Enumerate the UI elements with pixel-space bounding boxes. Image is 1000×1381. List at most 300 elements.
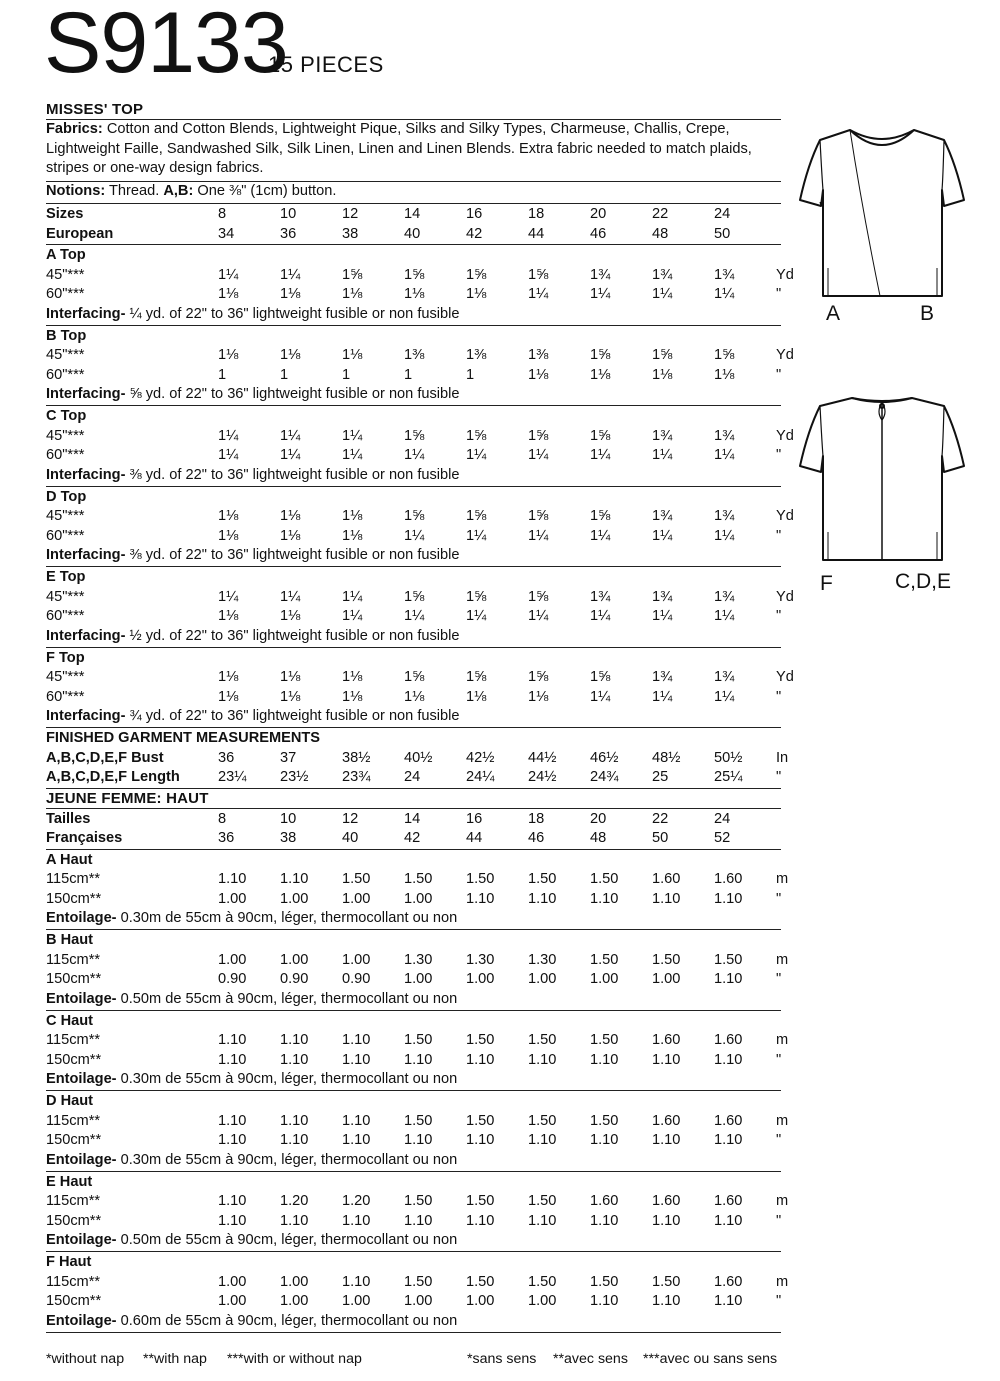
en-yardage-row-cell: 1¾ (590, 588, 611, 605)
en-yardage-row-cell: 1¼ (590, 608, 611, 624)
fr-yardage-row-cell: 1.50 (404, 1193, 433, 1209)
fr-yardage-row-cell: 1.60 (652, 871, 681, 887)
en-yardage-row-cell: 1¼ (280, 266, 301, 283)
en-yardage-row-cell: 1⅝ (466, 266, 487, 283)
fr-view-block (46, 850, 789, 931)
fr-yardage-row-cell: 1.50 (528, 1273, 557, 1290)
en-interfacing-label: Interfacing- (46, 466, 126, 483)
fr-yardage-row (46, 1131, 781, 1151)
fr-yardage-row-label: 115cm** (46, 1112, 101, 1129)
finished-measurements (46, 728, 789, 789)
en-yardage-row-cell: 1 (280, 366, 289, 383)
en-yardage-row-unit: " (776, 447, 782, 463)
finished-title: FINISHED GARMENT MEASUREMENTS (46, 730, 321, 746)
en-view-title: C Top (46, 408, 87, 424)
fr-yardage-row (46, 890, 781, 910)
sizes-cell: 18 (528, 206, 545, 222)
en-view-block (46, 648, 794, 729)
fr-yardage-row-cell: 1.10 (342, 1051, 371, 1068)
en-yardage-row-cell: 1⅝ (404, 427, 425, 444)
finished-row-cell: 37 (280, 749, 297, 766)
front-view-illustration (792, 118, 972, 308)
en-yardage-row-cell: 1⅛ (342, 286, 363, 302)
en-yardage-row-cell: 1⅝ (404, 508, 425, 524)
en-yardage-row-label: 60"*** (46, 366, 85, 383)
fr-yardage-row-cell: 1.60 (652, 1193, 681, 1209)
tailles-cell: 42 (404, 830, 421, 846)
fr-yardage-row-unit: m (776, 1032, 789, 1048)
en-yardage-row-cell: 1⅛ (218, 688, 239, 705)
yardage-chart (46, 100, 794, 1333)
fr-yardage-row (46, 870, 789, 890)
fr-yardage-row-cell: 0.90 (342, 971, 371, 987)
tailles-label: Françaises (46, 830, 123, 846)
en-interfacing-text: ¼ yd. of 22" to 36" lightweight fusible or non fusible (125, 305, 460, 322)
fr-yardage-row-cell: 1.50 (466, 1032, 495, 1048)
fr-yardage-row-cell: 1.10 (218, 1132, 247, 1148)
fr-yardage-row-cell: 1.30 (528, 951, 557, 968)
fr-view-title: B Haut (46, 932, 94, 948)
fr-yardage-row (46, 1051, 781, 1071)
en-interfacing-label: Interfacing- (46, 305, 126, 322)
fr-yardage-row-cell: 1.00 (466, 971, 495, 987)
fr-yardage-row-cell: 1.00 (590, 971, 619, 987)
en-yardage-row-cell: 1⅝ (404, 588, 425, 605)
en-yardage-row-cell: 1⅝ (466, 669, 487, 685)
finished-row-cell: 38½ (342, 749, 371, 766)
fr-yardage-row-cell: 1.10 (652, 1132, 681, 1148)
fr-yardage-row-unit: m (776, 871, 789, 887)
fabrics-label: Fabrics: (46, 121, 103, 137)
fr-yardage-row-cell: 1.00 (280, 951, 309, 968)
en-yardage-row-cell: 1⅛ (218, 286, 239, 302)
en-yardage-row-cell: 1¼ (404, 447, 425, 463)
footer-en-2: **with nap (143, 1351, 207, 1367)
fr-yardage-row-cell: 1.10 (404, 1212, 433, 1229)
fr-yardage-row-cell: 1.10 (280, 1032, 309, 1048)
en-interfacing-label: Interfacing- (46, 627, 126, 644)
en-yardage-row-cell: 1¼ (528, 608, 549, 624)
sizes-cell: 22 (652, 206, 669, 222)
en-yardage-row-cell: 1¼ (590, 286, 611, 302)
sizes-row (46, 225, 781, 245)
footer-en-1: *without nap (46, 1351, 125, 1367)
en-yardage-row-cell: 1⅝ (466, 427, 487, 444)
fr-yardage-row-cell: 1.60 (652, 1032, 681, 1048)
footer-en-3: ***with or without nap (227, 1351, 362, 1367)
fr-yardage-row-cell: 1.60 (590, 1193, 619, 1209)
fr-yardage-row-cell: 1.30 (466, 951, 495, 968)
en-yardage-row-cell: 1⅝ (590, 427, 611, 444)
en-yardage-row-label: 60"*** (46, 527, 85, 544)
fr-yardage-row-cell: 1.50 (590, 1112, 619, 1129)
en-yardage-row-cell: 1⅝ (590, 508, 611, 524)
en-yardage-row-unit: " (776, 366, 782, 383)
tailles-label: Tailles (46, 810, 91, 827)
fr-yardage-row-cell: 1.00 (218, 1293, 247, 1309)
fr-yardage-row-cell: 1.10 (590, 1132, 619, 1148)
fr-view-title: A Haut (46, 851, 93, 868)
fr-yardage-row-cell: 1.10 (280, 1212, 309, 1229)
en-yardage-row-cell: 1⅝ (528, 669, 549, 685)
en-yardage-row-label: 60"*** (46, 608, 85, 624)
en-yardage-row-cell: 1⅝ (528, 266, 549, 283)
sizes-cell: 16 (466, 206, 483, 222)
en-yardage-row-cell: 1⅛ (466, 286, 487, 302)
en-yardage-row-cell: 1 (218, 366, 227, 383)
finished-row-cell: 23¾ (342, 769, 371, 785)
sizes-cell: 46 (590, 225, 607, 242)
fr-yardage-row-cell: 1.50 (466, 871, 495, 887)
en-yardage-row-cell: 1⅛ (218, 347, 239, 363)
en-yardage-row-cell: 1⅛ (714, 366, 735, 383)
en-yardage-row-cell: 1⅝ (404, 669, 425, 685)
finished-row-unit: In (776, 749, 789, 766)
fr-yardage-row-cell: 1.00 (218, 1273, 247, 1290)
sizes-label: European (46, 225, 114, 242)
tailles-cell: 52 (714, 830, 731, 846)
finished-row-cell: 42½ (466, 749, 495, 766)
fr-yardage-row-unit: m (776, 1112, 789, 1129)
fr-yardage-row-label: 115cm** (46, 1193, 101, 1209)
en-yardage-row-cell: 1¼ (714, 286, 735, 302)
en-yardage-row (46, 668, 794, 688)
fr-yardage-row-unit: m (776, 951, 789, 968)
finished-row-cell: 36 (218, 749, 235, 766)
fr-yardage-row-cell: 1.00 (528, 1293, 557, 1309)
sizes-cell: 48 (652, 225, 669, 242)
fr-yardage-row-cell: 1.30 (404, 951, 433, 968)
sizes-cell: 10 (280, 206, 297, 222)
fr-yardage-row-cell: 1.10 (404, 1051, 433, 1068)
en-yardage-row (46, 346, 794, 366)
fr-interfacing (46, 1070, 781, 1090)
en-yardage-row-cell: 1¾ (714, 427, 735, 444)
en-yardage-row-unit: Yd (776, 669, 794, 685)
finished-row-cell: 23½ (280, 769, 309, 785)
fr-yardage-row-cell: 1.10 (280, 1051, 309, 1068)
tailles-cell: 18 (528, 810, 545, 827)
tailles-cell: 44 (466, 830, 483, 846)
en-view-block (46, 326, 794, 407)
en-yardage-row-cell: 1¼ (652, 447, 673, 463)
en-yardage-row-unit: Yd (776, 427, 794, 444)
en-yardage-row-cell: 1¼ (714, 688, 735, 705)
fr-yardage-row-cell: 1.60 (714, 1032, 743, 1048)
finished-row-label: A,B,C,D,E,F Bust (46, 749, 164, 766)
en-yardage-row-cell: 1¼ (342, 427, 363, 444)
en-yardage-row-cell: 1⅝ (528, 427, 549, 444)
tailles-block (46, 809, 781, 850)
fr-interfacing-label: Entoilage- (46, 990, 117, 1007)
sizes-cell: 12 (342, 206, 359, 222)
fr-yardage-row-cell: 1.00 (218, 890, 247, 907)
en-view-title: A Top (46, 247, 86, 263)
finished-row-cell: 23¼ (218, 769, 247, 785)
en-yardage-row-cell: 1⅜ (466, 347, 487, 363)
fabrics-text: Cotton and Cotton Blends, Lightweight Pique, Silks and Silky Types, Charmeuse, Challis, Crepe, Lightweight Faille, Sandwashed Silk, Silk Linen, Linen and Linen Blends. Extra fabric needed to match plaids, stripes or one-way design fabrics. (46, 121, 752, 176)
en-yardage-row-cell: 1¾ (714, 266, 735, 283)
en-yardage-row-cell: 1⅜ (404, 347, 425, 363)
en-yardage-row-label: 60"*** (46, 286, 85, 302)
sizes-label: Sizes (46, 206, 84, 222)
fr-yardage-row-unit: " (776, 971, 782, 987)
en-yardage-row-cell: 1¼ (714, 608, 735, 624)
en-yardage-row-cell: 1¼ (280, 588, 301, 605)
fr-yardage-row-cell: 1.10 (590, 1051, 619, 1068)
en-yardage-row-label: 45"*** (46, 588, 85, 605)
en-yardage-row-cell: 1¾ (714, 669, 735, 685)
en-yardage-row-cell: 1¼ (218, 447, 239, 463)
en-yardage-row-cell: 1¼ (218, 588, 239, 605)
fr-yardage-row-cell: 1.50 (528, 1032, 557, 1048)
en-yardage-row-cell: 1¼ (528, 286, 549, 302)
tailles-cell: 8 (218, 810, 227, 827)
fr-yardage-row-cell: 1.20 (280, 1193, 309, 1209)
en-yardage-row-cell: 1⅛ (280, 347, 301, 363)
en-yardage-row-cell: 1¼ (466, 527, 487, 544)
fr-yardage-row-label: 150cm** (46, 1212, 102, 1229)
en-yardage-row-cell: 1¼ (404, 527, 425, 544)
en-yardage-row-cell: 1¼ (342, 447, 363, 463)
en-yardage-row-unit: Yd (776, 508, 794, 524)
en-yardage-row-cell: 1¼ (528, 527, 549, 544)
fr-yardage-row-unit: " (776, 1293, 782, 1309)
en-yardage-row-cell: 1⅛ (280, 286, 301, 302)
en-yardage-row-cell: 1¾ (652, 669, 673, 685)
notions-label: Notions: (46, 182, 106, 199)
en-yardage-row-cell: 1⅛ (652, 366, 673, 383)
en-yardage-row-cell: 1⅝ (714, 347, 735, 363)
en-yardage-row-cell: 1¼ (466, 447, 487, 463)
en-yardage-row-label: 45"*** (46, 508, 85, 524)
en-yardage-row-cell: 1⅛ (280, 508, 301, 524)
fr-yardage-row-cell: 1.10 (528, 1051, 557, 1068)
en-yardage-row-cell: 1¼ (652, 608, 673, 624)
fr-interfacing-text: 0.50m de 55cm à 90cm, léger, thermocollant ou non (116, 990, 458, 1007)
fr-interfacing-text: 0.30m de 55cm à 90cm, léger, thermocollant ou non (116, 910, 458, 926)
en-yardage-row-cell: 1⅛ (280, 527, 301, 544)
fr-yardage-row-cell: 1.20 (342, 1193, 371, 1209)
fabrics-note (46, 120, 781, 182)
fr-yardage-row-cell: 1.10 (218, 1212, 247, 1229)
fr-yardage-row-cell: 0.90 (280, 971, 309, 987)
en-interfacing (46, 627, 781, 647)
fr-yardage-row-cell: 1.50 (528, 871, 557, 887)
en-yardage-row-cell: 1⅝ (590, 669, 611, 685)
en-yardage-row-label: 45"*** (46, 669, 85, 685)
fr-interfacing-label: Entoilage- (46, 1312, 117, 1329)
sizes-cell: 36 (280, 225, 297, 242)
tailles-cell: 38 (280, 830, 297, 846)
fr-yardage-row-cell: 1.10 (342, 1132, 371, 1148)
figure-label-a: A (826, 302, 841, 325)
fr-yardage-row-cell: 1.10 (714, 1051, 743, 1068)
en-yardage-row (46, 607, 781, 627)
fr-yardage-row-cell: 1.10 (280, 1132, 309, 1148)
en-interfacing-text: ⅝ yd. of 22" to 36" lightweight fusible or non fusible (125, 386, 460, 402)
en-yardage-row-unit: " (776, 688, 782, 705)
en-yardage-row-cell: 1⅝ (466, 588, 487, 605)
fr-yardage-row-cell: 1.10 (218, 871, 247, 887)
fr-yardage-row-cell: 1.50 (590, 871, 619, 887)
fr-yardage-row-cell: 1.50 (342, 871, 371, 887)
en-yardage-row-cell: 1⅛ (218, 608, 239, 624)
en-yardage-row-cell: 1¼ (280, 447, 301, 463)
fr-yardage-row (46, 1212, 781, 1232)
en-interfacing-label: Interfacing- (46, 386, 126, 402)
en-yardage-row-cell: 1⅝ (466, 508, 487, 524)
fr-yardage-row-cell: 1.10 (342, 1112, 371, 1129)
fr-yardage-row-cell: 1.10 (590, 1212, 619, 1229)
fr-yardage-row-cell: 1.10 (652, 890, 681, 907)
fr-view-block (46, 930, 789, 1011)
fr-yardage-row-cell: 1.00 (652, 971, 681, 987)
fr-interfacing-label: Entoilage- (46, 910, 117, 926)
fr-yardage-row-cell: 1.10 (652, 1212, 681, 1229)
tailles-cell: 20 (590, 810, 607, 827)
notions-bold: A,B: (163, 182, 194, 199)
fr-yardage-row (46, 1192, 789, 1212)
fr-yardage-row-cell: 1.50 (404, 1112, 433, 1129)
sizes-block (46, 204, 781, 245)
fr-yardage-row (46, 1031, 789, 1051)
fr-yardage-row-cell: 1.60 (714, 1273, 743, 1290)
notions-text: Thread. (105, 182, 164, 199)
en-yardage-row-cell: 1⅛ (342, 669, 363, 685)
fr-yardage-row-cell: 1.10 (342, 1273, 371, 1290)
english-views (46, 245, 794, 728)
tailles-row (46, 810, 781, 830)
fr-view-title: F Haut (46, 1254, 92, 1270)
en-yardage-row-cell: 1⅛ (218, 508, 239, 524)
fr-yardage-row-cell: 1.10 (342, 1032, 371, 1048)
en-yardage-row-cell: 1¾ (714, 508, 735, 524)
fr-yardage-row-cell: 1.00 (280, 1273, 309, 1290)
figure-label-f: F (820, 572, 833, 595)
fr-view-block (46, 1011, 789, 1092)
en-yardage-row-cell: 1⅛ (342, 527, 363, 544)
fr-yardage-row-cell: 1.10 (218, 1051, 247, 1068)
en-yardage-row-cell: 1⅛ (590, 366, 611, 383)
fr-yardage-row-cell: 1.10 (466, 890, 495, 907)
en-yardage-row-cell: 1 (466, 366, 475, 383)
en-yardage-row (46, 366, 781, 386)
fr-yardage-row-cell: 1.10 (714, 971, 743, 987)
en-yardage-row-cell: 1⅛ (280, 688, 301, 705)
fr-yardage-row-label: 150cm** (46, 1293, 102, 1309)
en-yardage-row (46, 527, 781, 547)
finished-row-cell: 25¼ (714, 769, 743, 785)
en-interfacing-text: ½ yd. of 22" to 36" lightweight fusible or non fusible (125, 627, 460, 644)
tailles-cell: 10 (280, 810, 297, 827)
en-view-block (46, 406, 794, 487)
fr-yardage-row-cell: 1.00 (466, 1293, 495, 1309)
fr-yardage-row-cell: 1.10 (714, 1132, 743, 1148)
en-yardage-row (46, 688, 781, 708)
en-yardage-row-cell: 1¾ (652, 427, 673, 444)
notions-note (46, 182, 781, 205)
en-yardage-row-cell: 1¼ (280, 427, 301, 444)
fr-interfacing-label: Entoilage- (46, 1071, 117, 1087)
en-yardage-row-unit: Yd (776, 266, 794, 283)
en-yardage-row-label: 45"*** (46, 347, 85, 363)
fr-interfacing (46, 1151, 781, 1171)
en-yardage-row-cell: 1⅝ (528, 588, 549, 605)
fr-view-block (46, 1252, 789, 1333)
en-yardage-row-cell: 1¼ (342, 588, 363, 605)
en-interfacing-label: Interfacing- (46, 708, 126, 724)
en-yardage-row-cell: 1¼ (590, 527, 611, 544)
fr-yardage-row-cell: 0.90 (218, 971, 247, 987)
fr-yardage-row-cell: 1.10 (652, 1051, 681, 1068)
finished-row-unit: " (776, 769, 782, 785)
sizes-cell: 40 (404, 225, 421, 242)
fr-yardage-row-unit: " (776, 1212, 782, 1229)
en-interfacing (46, 385, 781, 405)
finished-row (46, 749, 789, 769)
fr-yardage-row-cell: 1.50 (466, 1112, 495, 1129)
fr-yardage-row-cell: 1.10 (714, 1293, 743, 1309)
en-view-block (46, 487, 794, 568)
en-yardage-row (46, 266, 794, 286)
fr-view-title: E Haut (46, 1173, 93, 1190)
en-yardage-row-cell: 1¾ (652, 266, 673, 283)
tailles-cell: 48 (590, 830, 607, 846)
en-yardage-row-cell: 1⅝ (528, 508, 549, 524)
footer-fr-1: *sans sens (467, 1351, 537, 1367)
en-yardage-row-cell: 1⅛ (218, 527, 239, 544)
fr-yardage-row-cell: 1.00 (342, 890, 371, 907)
tailles-cell: 16 (466, 810, 483, 827)
sizes-cell: 42 (466, 225, 483, 242)
en-yardage-row-cell: 1⅝ (404, 266, 425, 283)
en-yardage-row-unit: " (776, 286, 782, 302)
fr-yardage-row-cell: 1.10 (590, 1293, 619, 1309)
sizes-row (46, 205, 781, 225)
fr-yardage-row-cell: 1.50 (652, 1273, 681, 1290)
fr-yardage-row-cell: 1.10 (714, 890, 743, 907)
tailles-cell: 24 (714, 810, 731, 827)
sizes-cell: 20 (590, 206, 607, 222)
en-view-title: E Top (46, 569, 86, 585)
finished-row-cell: 25 (652, 769, 669, 785)
fr-yardage-row-cell: 1.50 (652, 951, 681, 968)
en-yardage-row-cell: 1¼ (466, 608, 487, 624)
fr-yardage-row-cell: 1.10 (466, 1212, 495, 1229)
en-yardage-row-cell: 1⅛ (528, 366, 549, 383)
finished-row-cell: 24¾ (590, 769, 619, 785)
figure-label-b: B (920, 302, 935, 325)
fr-interfacing (46, 909, 781, 929)
fr-view-title: D Haut (46, 1093, 94, 1109)
en-interfacing-text: ⅜ yd. of 22" to 36" lightweight fusible or non fusible (125, 466, 460, 483)
fr-yardage-row-cell: 1.00 (342, 951, 371, 968)
finished-row-cell: 44½ (528, 749, 557, 766)
en-yardage-row-cell: 1⅛ (280, 608, 301, 624)
en-yardage-row (46, 427, 794, 447)
en-yardage-row-label: 45"*** (46, 266, 85, 283)
fr-yardage-row-cell: 1.10 (280, 871, 309, 887)
fr-interfacing-text: 0.30m de 55cm à 90cm, léger, thermocollant ou non (116, 1151, 458, 1168)
en-yardage-row-cell: 1¼ (714, 447, 735, 463)
fr-yardage-row-unit: m (776, 1273, 789, 1290)
tailles-cell: 14 (404, 810, 421, 827)
fr-yardage-row-label: 150cm** (46, 971, 102, 987)
fr-interfacing-text: 0.50m de 55cm à 90cm, léger, thermocollant ou non (116, 1232, 458, 1248)
finished-row (46, 768, 781, 788)
finished-row-cell: 50½ (714, 749, 743, 766)
